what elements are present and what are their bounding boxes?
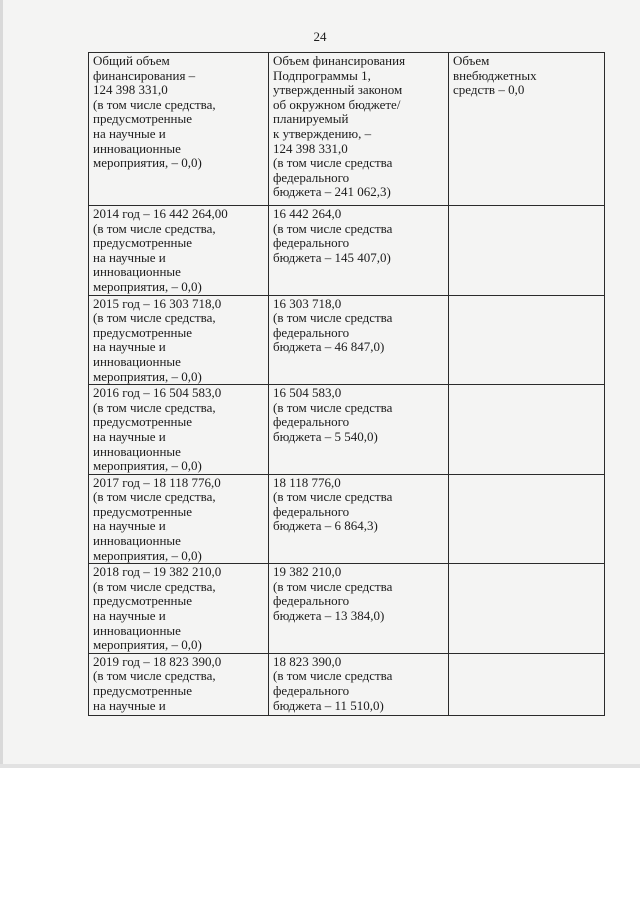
cell-text-line: 2017 год – 18 118 776,0 (93, 474, 221, 490)
subprogram-financing-cell (269, 206, 449, 296)
extrabudget-financing-cell (449, 385, 605, 475)
cell-text-line: предусмотренные (93, 414, 193, 430)
cell-text-line: федерального (273, 503, 350, 519)
cell-text-line: инновационные (93, 533, 181, 549)
extrabudget-financing-cell (449, 206, 605, 296)
cell-text-line: инновационные (93, 140, 181, 156)
cell-text-line: инновационные (93, 622, 181, 638)
table-row (89, 295, 605, 385)
cell-text-line: об окружном бюджете/ (273, 96, 401, 112)
cell-text-line: (в том числе средства, (93, 489, 216, 505)
cell-text-line: бюджета – 46 847,0) (273, 339, 385, 355)
subprogram-financing-cell (269, 564, 449, 654)
cell-text-line: на научные и (93, 428, 166, 444)
cell-text-line: мероприятия, – 0,0) (93, 368, 202, 384)
cell-text-line: мероприятия, – 0,0) (93, 458, 202, 474)
table-row (89, 653, 605, 715)
cell-text-line: внебюджетных (453, 67, 537, 83)
cell-text-line: 2014 год – 16 442 264,00 (93, 206, 228, 221)
cell-text-line: предусмотренные (93, 111, 193, 127)
cell-text-line: мероприятия, – 0,0) (93, 637, 202, 653)
cell-text-line: инновационные (93, 264, 181, 280)
cell-text-line: 2019 год – 18 823 390,0 (93, 653, 222, 669)
cell-text-line: 18 118 776,0 (273, 474, 341, 490)
cell-text-line: бюджета – 145 407,0) (273, 249, 391, 265)
cell-text-line: на научные и (93, 249, 166, 265)
extrabudget-financing-cell (449, 564, 605, 654)
cell-text-line: предусмотренные (93, 235, 193, 251)
total-financing-cell (89, 564, 269, 654)
cell-text-line: на научные и (93, 125, 166, 141)
cell-text-line: федерального (273, 414, 350, 430)
cell-text-line: мероприятия, – 0,0) (93, 278, 202, 294)
cell-text-line: средств – 0,0 (453, 82, 525, 98)
cell-text-line: на научные и (93, 608, 166, 624)
page-number: 24 (313, 29, 327, 44)
cell-text-line: (в том числе средства (273, 220, 393, 236)
cell-text-line: (в том числе средства (273, 399, 393, 415)
subprogram-financing-cell (269, 653, 449, 715)
cell-text-line: 2018 год – 19 382 210,0 (93, 564, 222, 580)
cell-text-line: бюджета – 11 510,0) (273, 697, 384, 713)
cell-text-line: предусмотренные (93, 324, 193, 340)
total-financing-cell (89, 295, 269, 385)
cell-text-line: (в том числе средства, (93, 399, 216, 415)
cell-text-line: федерального (273, 169, 350, 185)
table-row (89, 206, 605, 296)
subprogram-financing-cell (269, 385, 449, 475)
cell-text-line: на научные и (93, 518, 166, 534)
cell-text-line: 124 398 331,0 (93, 82, 168, 98)
cell-text-line: предусмотренные (93, 593, 193, 609)
scan-edge-bottom (0, 764, 640, 768)
total-financing-cell (89, 53, 269, 206)
cell-text-line: (в том числе средства, (93, 310, 216, 326)
cell-text-line: на научные и (93, 697, 166, 713)
scan-edge-left (0, 0, 3, 768)
cell-text-line: 2015 год – 16 303 718,0 (93, 295, 222, 311)
cell-text-line: утвержденный законом (273, 82, 403, 98)
cell-text-line: мероприятия, – 0,0) (93, 547, 202, 563)
cell-text-line: (в том числе средства, (93, 96, 216, 112)
cell-text-line: федерального (273, 235, 350, 251)
cell-text-line: 2016 год – 16 504 583,0 (93, 385, 222, 401)
cell-text-line: (в том числе средства (273, 155, 393, 171)
cell-text-line: (в том числе средства, (93, 220, 216, 236)
cell-text-line: Объем финансирования (273, 53, 406, 68)
cell-text-line: федерального (273, 683, 350, 698)
cell-text-line: к утверждению, – (273, 125, 372, 141)
cell-text-line: бюджета – 13 384,0) (273, 608, 385, 624)
cell-text-line: (в том числе средства (273, 668, 393, 684)
total-financing-cell (89, 385, 269, 475)
cell-text-line: Общий объем (93, 53, 170, 68)
cell-text-line: 16 442 264,0 (273, 206, 342, 221)
cell-text-line: бюджета – 5 540,0) (273, 428, 378, 444)
cell-text-line: (в том числе средства (273, 578, 393, 594)
cell-text-line: инновационные (93, 443, 181, 459)
total-financing-cell (89, 653, 269, 715)
cell-text-line: 16 303 718,0 (273, 295, 342, 311)
cell-text-line: на научные и (93, 339, 166, 355)
table-row (89, 474, 605, 564)
cell-text-line: Объем (453, 53, 490, 68)
extrabudget-financing-cell (449, 474, 605, 564)
table-row (89, 564, 605, 654)
extrabudget-financing-cell (449, 295, 605, 385)
financing-table-body (89, 53, 605, 716)
cell-text-line: предусмотренные (93, 683, 193, 698)
cell-text-line: (в том числе средства, (93, 668, 216, 684)
table-row (89, 385, 605, 475)
total-financing-cell (89, 206, 269, 296)
cell-text-line: 18 823 390,0 (273, 653, 342, 669)
cell-text-line: мероприятия, – 0,0) (93, 155, 202, 171)
cell-text-line: (в том числе средства, (93, 578, 216, 594)
cell-text-line: планируемый (273, 111, 349, 127)
cell-text-line: федерального (273, 324, 350, 340)
cell-text-line: инновационные (93, 353, 181, 369)
cell-text-line: (в том числе средства (273, 489, 393, 505)
cell-text-line: 16 504 583,0 (273, 385, 342, 401)
table-row (89, 53, 605, 206)
cell-text-line: 124 398 331,0 (273, 140, 348, 156)
extrabudget-financing-cell (449, 653, 605, 715)
cell-text-line: бюджета – 241 062,3) (273, 184, 391, 200)
cell-text-line: предусмотренные (93, 503, 193, 519)
cell-text-line: (в том числе средства (273, 310, 393, 326)
cell-text-line: Подпрограммы 1, (273, 67, 371, 83)
subprogram-financing-cell (269, 474, 449, 564)
financing-table (88, 52, 605, 716)
extrabudget-financing-cell (449, 53, 605, 206)
subprogram-financing-cell (269, 53, 449, 206)
total-financing-cell (89, 474, 269, 564)
cell-text-line: финансирования – (93, 67, 196, 83)
cell-text-line: федерального (273, 593, 350, 609)
cell-text-line: бюджета – 6 864,3) (273, 518, 378, 534)
subprogram-financing-cell (269, 295, 449, 385)
cell-text-line: 19 382 210,0 (273, 564, 342, 580)
